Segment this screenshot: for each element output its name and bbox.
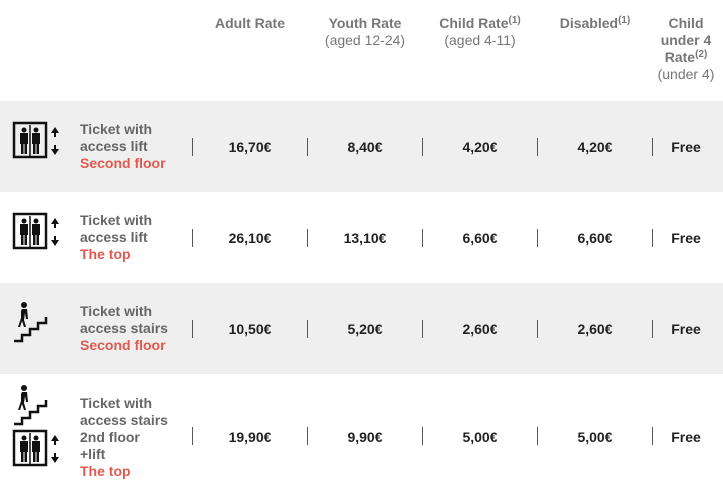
ticket-label: Ticket with access stairs 2nd floor +lift The top: [80, 395, 168, 479]
price-adult: 16,70€: [228, 139, 272, 155]
ticket-label: Ticket with access lift The top: [80, 212, 153, 262]
price-child: 5,00€: [462, 429, 498, 445]
lift-icon: [12, 212, 64, 257]
price-youth: 8,40€: [347, 139, 383, 155]
table-row: [0, 101, 723, 192]
price-under4: Free: [671, 230, 701, 246]
lift-icon: [12, 429, 64, 474]
header-adult-rate: Adult Rate: [215, 15, 285, 31]
price-disabled: 6,60€: [577, 230, 613, 246]
price-under4: Free: [671, 139, 701, 155]
header-child-rate: Child Rate$^{(1)}$ (aged 4-11): [439, 15, 521, 48]
table-row: [0, 374, 723, 495]
price-child: 4,20€: [462, 139, 498, 155]
ticket-label: Ticket with access stairs Second floor: [80, 303, 168, 353]
price-youth: 5,20€: [347, 321, 383, 337]
price-adult: 26,10€: [228, 230, 272, 246]
header-youth-rate: Youth Rate (aged 12-24): [324, 15, 406, 48]
table-row: [0, 283, 723, 374]
price-youth: 13,10€: [343, 230, 387, 246]
price-adult: 10,50€: [228, 321, 272, 337]
price-under4: Free: [671, 321, 701, 337]
table-header: [0, 0, 723, 100]
price-under4: Free: [671, 429, 701, 445]
table-row: [0, 192, 723, 283]
price-disabled: 5,00€: [577, 429, 613, 445]
header-disabled: Disabled$^{(1)}$: [559, 15, 631, 31]
header-child-under4: Child under 4 Rate$^{(2)}$ (under 4): [657, 15, 715, 82]
stairs-icon: [12, 301, 52, 348]
ticket-label: Ticket with access lift Second floor: [80, 121, 166, 171]
price-disabled: 4,20€: [577, 139, 613, 155]
stairs-icon: [12, 384, 52, 431]
lift-icon: [12, 121, 64, 166]
price-youth: 9,90€: [347, 429, 383, 445]
price-disabled: 2,60€: [577, 321, 613, 337]
price-child: 2,60€: [462, 321, 498, 337]
price-child: 6,60€: [462, 230, 498, 246]
price-adult: 19,90€: [228, 429, 272, 445]
